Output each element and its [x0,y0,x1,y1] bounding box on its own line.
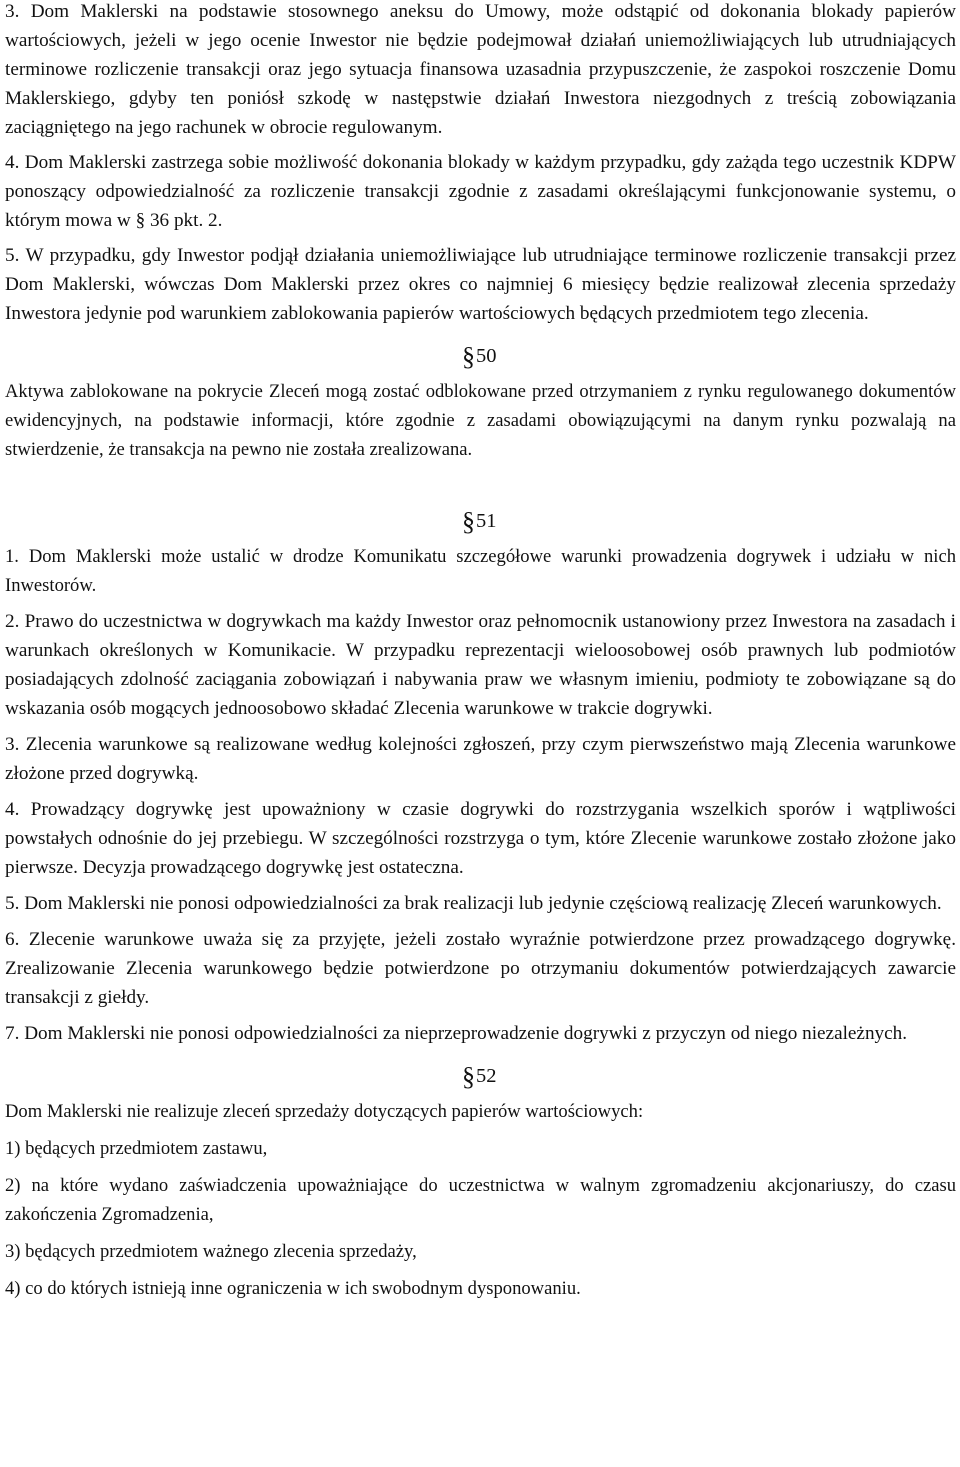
paragraph-text: Aktywa zablokowane na pokrycie Zleceń mogą zostać odblokowane przed otrzymaniem z rynku regulowanego dokumentów ewidencyjnych, na podstawie informacji, które zgodnie z zasadami obowiązującymi na danym rynku pozwalają na stwierdzenie, że transakcja na pewno nie została zrealizowana. [5,381,956,460]
paragraph-51-6 [5,925,956,1012]
list-item-text: 2) na które wydano zaświadczenia upoważniające do uczestnictwa w walnym zgromadzeniu akcjonariuszy, do czasu zakończenia Zgromadzenia, [5,1175,956,1225]
paragraph-text: 5. Dom Maklerski nie ponosi odpowiedzialności za brak realizacji lub jedynie częściową realizację Zleceń warunkowych. [5,893,942,914]
paragraph-51-3 [5,730,956,788]
paragraph-51-5 [5,889,956,918]
section-sign-icon: § [462,342,475,371]
paragraph-text: 3. Zlecenia warunkowe są realizowane według kolejności zgłoszeń, przy czym pierwszeństwo mają Zlecenia warunkowe złożone przed dogrywką. [5,734,956,784]
list-item-text: 1) będących przedmiotem zastawu, [5,1138,268,1159]
paragraph-text: 6. Zlecenie warunkowe uważa się za przyjęte, jeżeli zostało wyraźnie potwierdzone przez prowadzącego dogrywkę. Zrealizowanie Zlecenia warunkowego będzie potwierdzone po otrzymaniu dokumentów potwierdzających zawarcie transakcji z giełdy. [5,929,956,1008]
list-item-text: 4) co do których istnieją inne ograniczenia w ich swobodnym dysponowaniu. [5,1278,581,1299]
paragraph-51-2 [5,607,956,723]
paragraph-text: Dom Maklerski nie realizuje zleceń sprzedaży dotyczących papierów wartościowych: [5,1101,644,1122]
section-heading-51 [5,507,956,536]
paragraph-text: 7. Dom Maklerski nie ponosi odpowiedzialności za nieprzeprowadzenie dogrywki z przyczyn od niego niezależnych. [5,1023,908,1044]
section-number: 50 [476,345,497,367]
section-sign-icon: § [462,1062,475,1091]
paragraph-text: 4. Dom Maklerski zastrzega sobie możliwość dokonania blokady w każdym przypadku, gdy zażąda tego uczestnik KDPW ponoszący odpowiedzialność za rozliczenie transakcji zgodnie z zasadami określającymi funkcjonowanie systemu, o którym mowa w § 36 pkt. 2. [5,152,956,231]
section-heading-50 [5,342,956,371]
paragraph-49-3 [5,0,956,142]
paragraph-text: 2. Prawo do uczestnictwa w dogrywkach ma każdy Inwestor oraz pełnomocnik ustanowiony przez Inwestora na zasadach i warunkach określonych w Komunikacie. W przypadku reprezentacji wieloosobowej osób prawnych lub podmiotów posiadających zdolność zaciągania zobowiązań i nabywania praw we własnym imieniu, podmioty te zobowiązane są do wskazania osób mogących jednoosobowo składać Zlecenia warunkowe w trakcie dogrywki. [5,611,956,719]
list-item-52-1 [5,1134,956,1163]
section-number: 52 [476,1065,497,1087]
paragraph-51-4 [5,795,956,882]
paragraph-text: 1. Dom Maklerski może ustalić w drodze Komunikatu szczegółowe warunki prowadzenia dogrywek i udziału w nich Inwestorów. [5,546,956,596]
section-number: 51 [476,510,497,532]
paragraph-50 [5,377,956,464]
paragraph-52-intro [5,1097,956,1126]
list-item-text: 3) będących przedmiotem ważnego zlecenia sprzedaży, [5,1241,417,1262]
paragraph-51-7 [5,1019,956,1048]
list-item-52-2 [5,1171,956,1229]
list-item-52-4 [5,1274,956,1303]
paragraph-49-4 [5,148,956,235]
paragraph-text: 4. Prowadzący dogrywkę jest upoważniony w czasie dogrywki do rozstrzygania wszelkich sporów i wątpliwości powstałych odnośnie do jej przebiegu. W szczególności rozstrzyga o tym, które Zlecenie warunkowe zostało złożone jako pierwsze. Decyzja prowadzącego dogrywkę jest ostateczna. [5,799,956,878]
paragraph-49-5 [5,241,956,328]
paragraph-text: 3. Dom Maklerski na podstawie stosownego aneksu do Umowy, może odstąpić od dokonania blokady papierów wartościowych, jeżeli w jego ocenie Inwestor nie będzie podejmował działań uniemożliwiających lub utrudniających terminowe rozliczenie transakcji oraz jego sytuacja finansowa uzasadnia przypuszczenie, że zaspokoi roszczenie Domu Maklerskiego, gdyby ten poniósł szkodę w następstwie działań Inwestora niezgodnych z treścią zobowiązania zaciągniętego na jego rachunek w obrocie regulowanym. [5,1,956,138]
paragraph-51-1 [5,542,956,600]
paragraph-text: 5. W przypadku, gdy Inwestor podjął działania uniemożliwiające lub utrudniające terminowe rozliczenie transakcji przez Dom Maklerski, wówczas Dom Maklerski przez okres co najmniej 6 miesięcy będzie realizował zlecenia sprzedaży Inwestora jedynie pod warunkiem zablokowania papierów wartościowych będących przedmiotem tego zlecenia. [5,245,956,324]
section-sign-icon: § [462,507,475,536]
section-heading-52 [5,1062,956,1091]
list-item-52-3 [5,1237,956,1266]
